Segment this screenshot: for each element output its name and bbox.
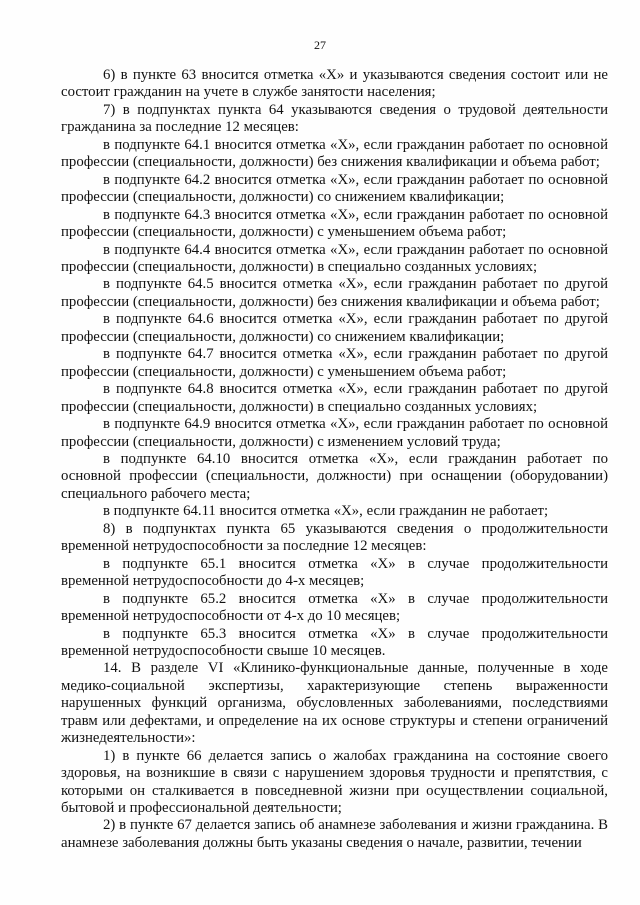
paragraph: в подпункте 65.1 вносится отметка «Х» в случае продолжительности временной нетрудоспособности до 4-х месяцев;	[61, 555, 608, 590]
page-number: 27	[314, 38, 326, 52]
paragraph: в подпункте 64.7 вносится отметка «Х», если гражданин работает по другой профессии (специальности, должности) с уменьшением объема работ;	[61, 346, 608, 380]
paragraph: в подпункте 65.3 вносится отметка «Х» в случае продолжительности временной нетрудоспособности свыше 10 месяцев.	[61, 625, 608, 659]
paragraph: в подпункте 64.8 вносится отметка «Х», если гражданин работает по другой профессии (специальности, должности) в специально созданных условиях;	[61, 381, 608, 415]
paragraph: в подпункте 65.2 вносится отметка «Х» в случае продолжительности временной нетрудоспособности от 4-х до 10 месяцев;	[61, 590, 608, 625]
paragraph: 1) в пункте 66 делается запись о жалобах гражданина на состояние своего здоровья, на возникшие в связи с нарушением здоровья трудности и препятствия, с которыми он сталкивается в повседневной жизни при осуществлении социальной, бытовой и профессиональной деятельности;	[61, 747, 608, 817]
paragraph: в подпункте 64.10 вносится отметка «Х», если гражданин работает по основной профессии (специальности, должности) при оснащении (оборудовании) специального рабочего места;	[61, 450, 608, 502]
paragraph: 7) в подпунктах пункта 64 указываются сведения о трудовой деятельности гражданина за последние 12 месяцев:	[61, 101, 608, 136]
paragraph: в подпункте 64.9 вносится отметка «Х», если гражданин работает по основной профессии (специальности, должности) с изменением условий труда;	[61, 416, 608, 450]
paragraph: 2) в пункте 67 делается запись об анамнезе заболевания и жизни гражданина. В анамнезе заболевания должны быть указаны сведения о начале, развитии, течении	[61, 817, 608, 851]
paragraph: в подпункте 64.2 вносится отметка «Х», если гражданин работает по основной профессии (специальности, должности) со снижением квалификации;	[61, 171, 608, 206]
paragraph: в подпункте 64.11 вносится отметка «Х», если гражданин не работает;	[103, 503, 549, 520]
paragraph: в подпункте 64.6 вносится отметка «Х», если гражданин работает по другой профессии (специальности, должности) со снижением квалификации;	[61, 311, 608, 345]
paragraph: в подпункте 64.5 вносится отметка «Х», если гражданин работает по другой профессии (специальности, должности) без снижения квалификации и объема работ;	[61, 276, 608, 310]
document-body	[61, 67, 608, 852]
paragraph: в подпункте 64.4 вносится отметка «Х», если гражданин работает по основной профессии (специальности, должности) в специально созданных условиях;	[61, 241, 608, 275]
paragraph: 14. В разделе VI «Клинико-функциональные данные, полученные в ходе медико-социальной экспертизы, характеризующие степень выраженности нарушенных функций организма, обусловленных заболеваниями, последствиями травм или дефектами, и определение на их основе структуры и степени ограничений жизнедеятельности»:	[61, 660, 608, 747]
paragraph: 8) в подпунктах пункта 65 указываются сведения о продолжительности временной нетрудоспособности за последние 12 месяцев:	[61, 520, 608, 555]
paragraph: в подпункте 64.1 вносится отметка «Х», если гражданин работает по основной профессии (специальности, должности) без снижения квалификации и объема работ;	[61, 136, 608, 171]
paragraph: 6) в пункте 63 вносится отметка «Х» и указываются сведения состоит или не состоит гражданин на учете в службе занятости населения;	[61, 67, 608, 101]
paragraph: в подпункте 64.3 вносится отметка «Х», если гражданин работает по основной профессии (специальности, должности) с уменьшением объема работ;	[61, 206, 608, 241]
